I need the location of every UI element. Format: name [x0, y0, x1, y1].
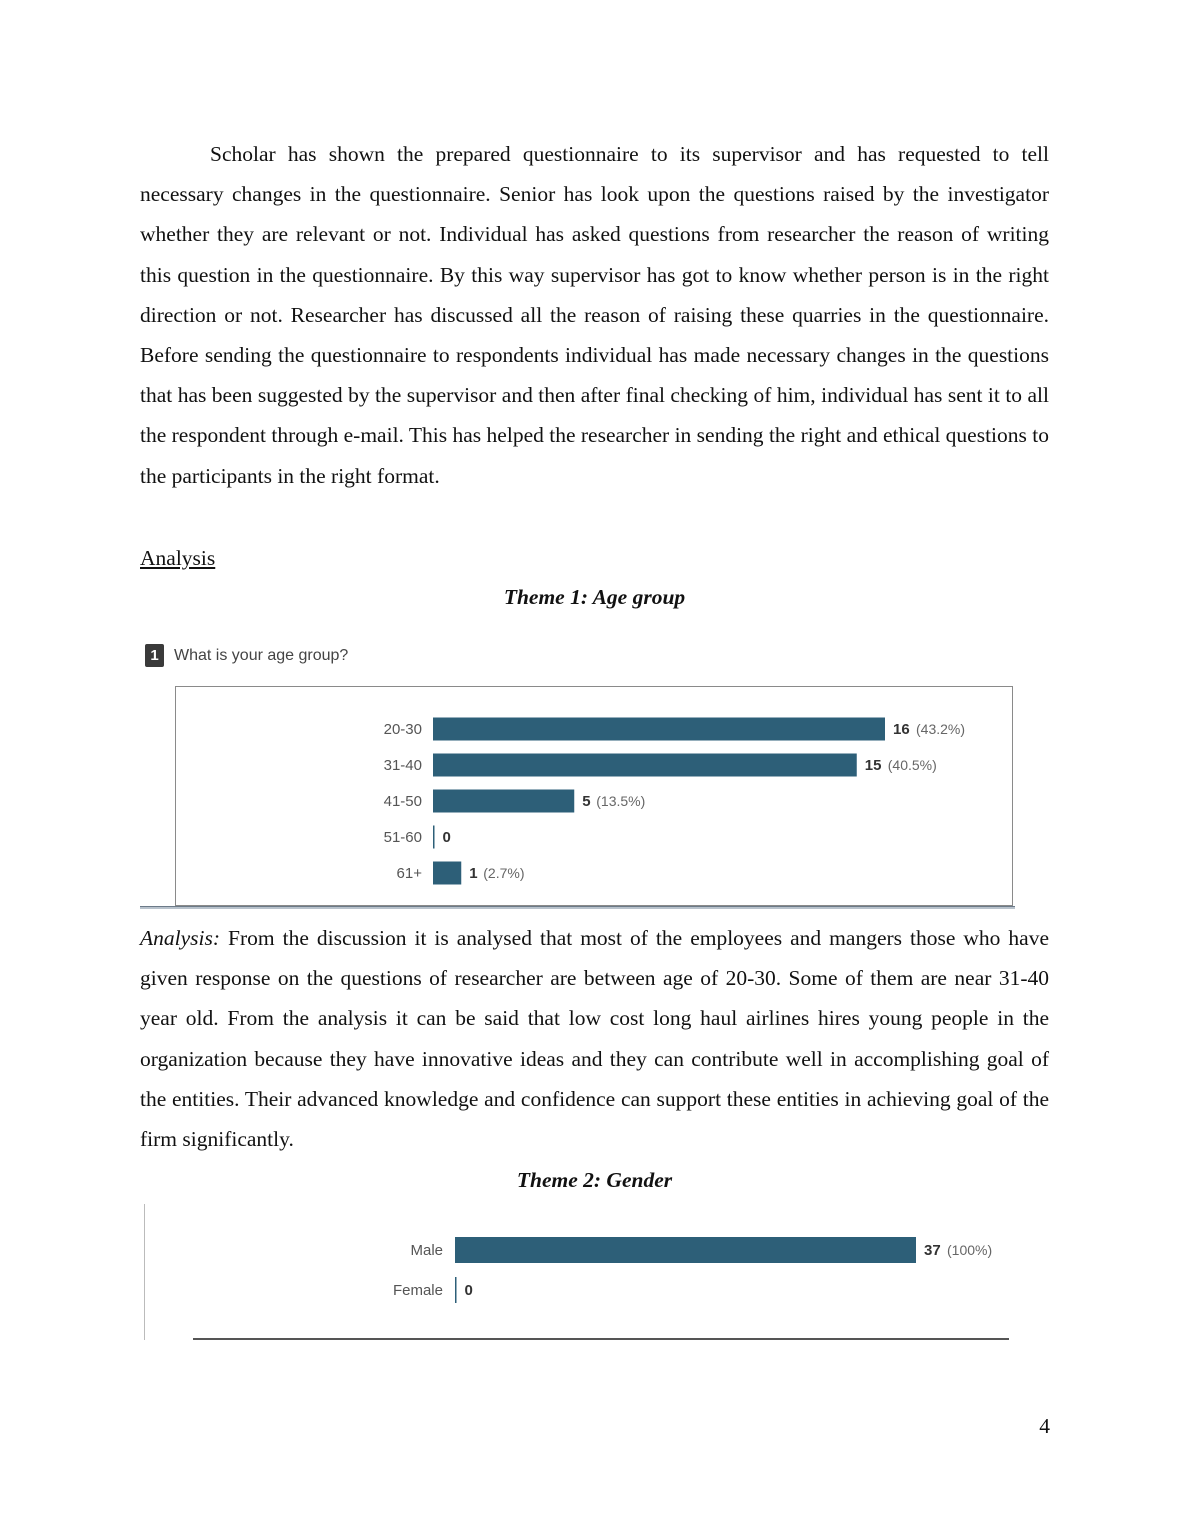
- age-group-bar-chart: [175, 686, 1013, 906]
- bar-male: [455, 1237, 916, 1263]
- value-label-61-: 1: [469, 865, 478, 882]
- bar-61-: [433, 862, 461, 885]
- category-label-female: Female: [392, 1282, 443, 1299]
- bar-20-30: [433, 718, 885, 741]
- bar-41-50: [433, 790, 574, 813]
- category-label-51-60: 51-60: [383, 829, 422, 846]
- intro-paragraph: Scholar has shown the prepared questionnaire to its supervisor and has requested to tell necessary changes in the questionnaire. Senior has look upon the questions raised by the investigator whether they are relevant or not. Individual has asked questions from researcher the reason of writing this question in the questionnaire. By this way supervisor has got to know whether person is in the right direction or not. Researcher has discussed all the reason of raising these quarries in the questionnaire. Before sending the questionnaire to respondents individual has made necessary changes in the questions that has been suggested by the supervisor and then after final checking of him, individual has sent it to all the respondent through e-mail. This has helped the researcher in sending the right and ethical questions to the participants in the right format.: [140, 142, 1049, 488]
- percent-label-31-40: (40.5%): [887, 757, 937, 773]
- percent-label-61-: (2.7%): [483, 865, 525, 881]
- analysis-label: Analysis:: [140, 926, 221, 950]
- category-label-61-: 61+: [396, 865, 422, 882]
- category-label-41-50: 41-50: [383, 793, 422, 810]
- analysis-text: From the discussion it is analysed that most of the employees and mangers those who have given response on the questions of researcher are between age of 20-30. Some of them are near 31-40 year old. From the analysis it can be said that low cost long haul airlines hires young people in the organization because they have innovative ideas and they can contribute well in accomplishing goal of the entities. Their advanced knowledge and confidence can support these entities in achieving goal of the firm significantly.: [140, 926, 1049, 1152]
- percent-label-male: (100%): [947, 1242, 993, 1258]
- category-label-31-40: 31-40: [383, 757, 422, 774]
- question-number-badge: 1: [145, 644, 164, 667]
- gender-chart-baseline: [193, 1338, 1009, 1340]
- question-text: What is your age group?: [174, 647, 349, 664]
- percent-label-41-50: (13.5%): [596, 793, 646, 809]
- bar-female: [455, 1277, 457, 1303]
- percent-label-20-30: (43.2%): [916, 721, 966, 737]
- theme-1-title: Theme 1: Age group: [503, 585, 686, 609]
- bar-51-60: [433, 826, 435, 849]
- analysis-paragraph: [140, 918, 1049, 1159]
- chart-baseline-edge: [140, 906, 1015, 907]
- bar-31-40: [433, 754, 857, 777]
- theme-2-title: Theme 2: Gender: [516, 1168, 673, 1192]
- value-label-41-50: 5: [582, 793, 591, 810]
- value-label-31-40: 15: [864, 757, 882, 774]
- gender-bar-chart: [175, 1220, 1013, 1320]
- page-number: 4: [1039, 1414, 1050, 1438]
- value-label-51-60: 0: [442, 829, 451, 846]
- value-label-male: 37: [924, 1242, 941, 1259]
- value-label-female: 0: [464, 1282, 473, 1299]
- gender-chart-left-border: [144, 1204, 145, 1340]
- category-label-male: Male: [410, 1242, 443, 1259]
- category-label-20-30: 20-30: [383, 721, 422, 738]
- analysis-heading: Analysis: [140, 546, 216, 570]
- value-label-20-30: 16: [893, 721, 910, 738]
